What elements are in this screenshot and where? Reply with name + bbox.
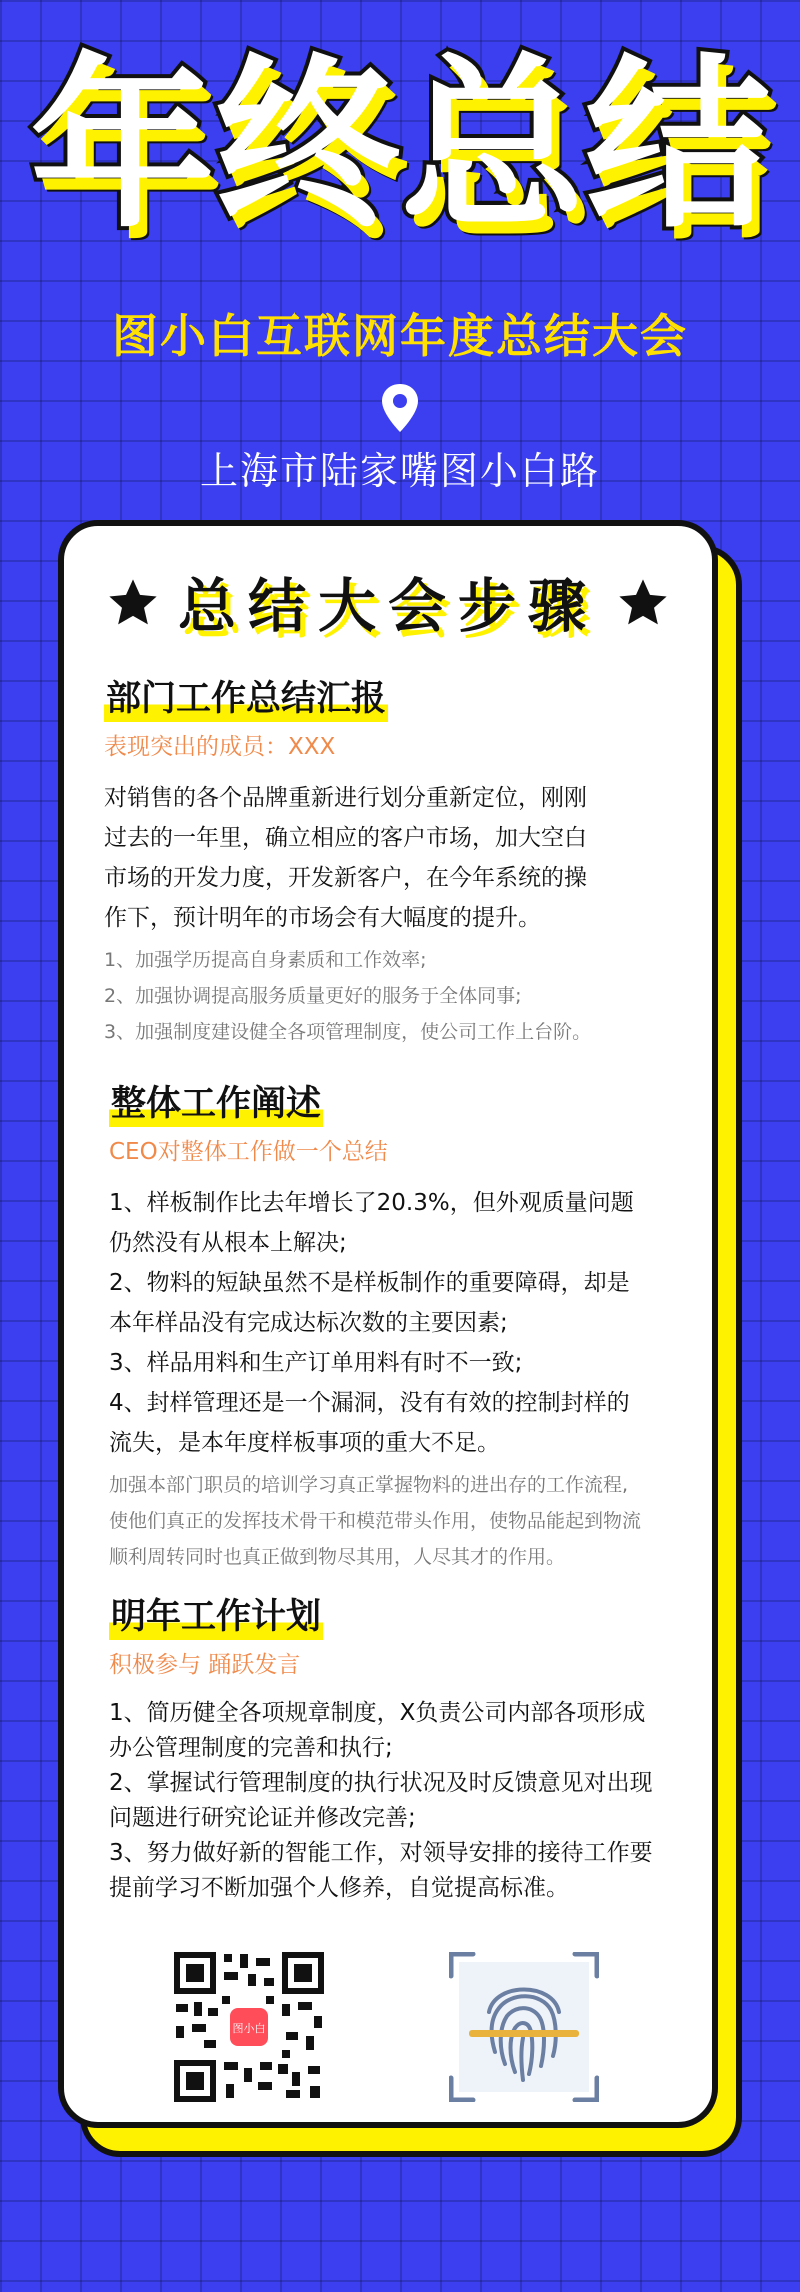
body-line: 市场的开发力度，开发新客户，在今年系统的操	[104, 865, 587, 891]
section-title: 整体工作阐述	[109, 1081, 323, 1127]
body-line: 2、物料的短缺虽然不是样板制作的重要障碍，却是	[109, 1270, 630, 1296]
card-title: 总结大会步骤	[177, 572, 598, 640]
body-line: 仍然没有从根本上解决;	[109, 1230, 347, 1256]
section-body	[109, 1183, 689, 1463]
fingerprint-icon	[449, 1952, 599, 2102]
location-pin-icon	[378, 382, 422, 434]
body-line: 提前学习不断加强个人修养，自觉提高标准。	[109, 1875, 569, 1901]
qr-code-icon	[174, 1952, 324, 2102]
card-header	[64, 566, 712, 646]
body-line: 过去的一年里，确立相应的客户市场，加大空白	[104, 825, 587, 851]
body-line: 3、努力做好新的智能工作，对领导安排的接待工作要	[109, 1840, 653, 1866]
note-line: 1、加强学历提高自身素质和工作效率;	[104, 949, 427, 971]
section-notes	[104, 942, 684, 1050]
section-notes	[109, 1467, 689, 1575]
note-line: 顺利周转同时也真正做到物尽其用，人尽其才的作用。	[109, 1546, 566, 1568]
section-department-report	[104, 676, 684, 1050]
section-subtitle: CEO对整体工作做一个总结	[109, 1139, 388, 1165]
note-line: 加强本部门职员的培训学习真正掌握物料的进出存的工作流程,	[109, 1474, 629, 1496]
body-line: 本年样品没有完成达标次数的主要因素;	[109, 1310, 508, 1336]
section-title: 部门工作总结汇报	[104, 676, 388, 722]
section-body	[104, 778, 684, 938]
section-subtitle: 积极参与 踊跃发言	[109, 1652, 301, 1678]
body-line: 对销售的各个品牌重新进行划分重新定位，刚刚	[104, 785, 587, 811]
body-line: 流失，是本年度样板事项的重大不足。	[109, 1430, 500, 1456]
body-line: 1、样板制作比去年增长了20.3%，但外观质量问题	[109, 1190, 634, 1216]
body-line: 4、封样管理还是一个漏洞，没有有效的控制封样的	[109, 1390, 630, 1416]
content-card	[58, 520, 718, 2128]
body-line: 3、样品用料和生产订单用料有时不一致;	[109, 1350, 523, 1376]
section-title: 明年工作计划	[109, 1594, 323, 1640]
body-line: 问题进行研究论证并修改完善;	[109, 1805, 416, 1831]
event-subtitle: 图小白互联网年度总结大会	[112, 309, 688, 363]
body-line: 办公管理制度的完善和执行;	[109, 1735, 393, 1761]
body-line: 2、掌握试行管理制度的执行状况及时反馈意见对出现	[109, 1770, 653, 1796]
note-line: 使他们真正的发挥技术骨干和模范带头作用，使物品能起到物流	[109, 1510, 642, 1532]
qr-center-label: 图小白	[232, 2022, 266, 2035]
section-subtitle: 表现突出的成员：XXX	[104, 734, 336, 760]
star-icon	[616, 576, 670, 630]
section-next-year-plan	[109, 1594, 689, 1906]
event-location: 上海市陆家嘴图小白路	[199, 449, 600, 493]
section-overall-review	[109, 1081, 689, 1575]
hero-title: 年终总结	[30, 37, 770, 253]
section-body	[109, 1696, 689, 1906]
body-line: 作下，预计明年的市场会有大幅度的提升。	[104, 905, 541, 931]
note-line: 2、加强协调提高服务质量更好的服务于全体同事;	[104, 985, 522, 1007]
body-line: 1、简历健全各项规章制度，X负责公司内部各项形成	[109, 1700, 646, 1726]
note-line: 3、加强制度建设健全各项管理制度，使公司工作上台阶。	[104, 1021, 592, 1043]
